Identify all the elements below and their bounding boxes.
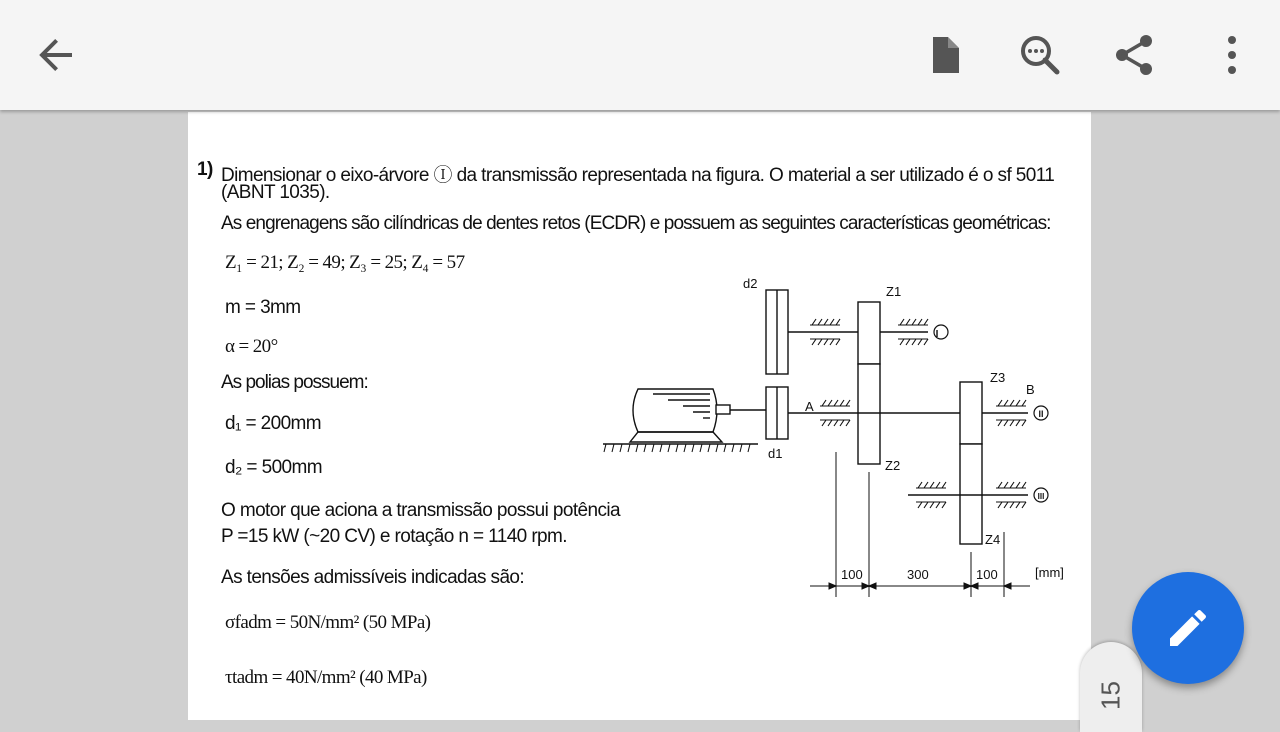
document-page[interactable] bbox=[188, 112, 1091, 720]
question-number: 1) bbox=[197, 159, 213, 180]
label-shaft-3: III bbox=[1037, 492, 1045, 501]
label-z2: Z2 bbox=[885, 458, 901, 473]
label-z4: Z4 bbox=[985, 532, 1001, 547]
edit-pencil-icon bbox=[1164, 604, 1212, 652]
edit-fab-button[interactable] bbox=[1132, 572, 1244, 684]
label-d2: d2 bbox=[743, 276, 758, 291]
motor-description-line-1: O motor que aciona a transmissão possui potência bbox=[221, 500, 620, 521]
gear-z2 bbox=[858, 364, 880, 464]
pressure-angle-value: α = 20° bbox=[225, 336, 278, 357]
label-shaft-1: I bbox=[935, 329, 939, 340]
label-shaft-2: II bbox=[1038, 409, 1044, 419]
module-value: m = 3mm bbox=[225, 297, 301, 318]
document-icon[interactable] bbox=[921, 31, 969, 79]
pulley-d2-value: d₂ = 500mm bbox=[225, 457, 322, 478]
zoom-search-icon[interactable] bbox=[1016, 31, 1064, 79]
pulleys-intro: As polias possuem: bbox=[221, 372, 368, 393]
dim-100-right: 100 bbox=[976, 567, 998, 582]
share-icon[interactable] bbox=[1110, 31, 1158, 79]
app-toolbar bbox=[0, 0, 1280, 110]
dim-unit: [mm] bbox=[1035, 565, 1064, 580]
label-z3: Z3 bbox=[990, 370, 1006, 385]
pulley-d1-value: d₁ = 200mm bbox=[225, 413, 321, 434]
motor-drawing bbox=[603, 389, 766, 452]
motor-description-line-2: P =15 kW (~20 CV) e rotação n = 1140 rpm. bbox=[221, 526, 567, 547]
label-z1: Z1 bbox=[886, 284, 902, 299]
label-a: A bbox=[805, 399, 814, 414]
gear-teeth-values: Z₁ = 21; Z₂ = 49; Z₃ = 25; Z₄ = 57 bbox=[225, 252, 465, 273]
dim-100-left: 100 bbox=[841, 567, 863, 582]
dim-300: 300 bbox=[907, 567, 929, 582]
label-d1: d1 bbox=[768, 446, 783, 461]
question-line-2: (ABNT 1035). bbox=[221, 182, 330, 203]
page-number: 15 bbox=[1095, 681, 1126, 710]
more-vert-icon[interactable] bbox=[1208, 31, 1256, 79]
tau-allowable: τtadm = 40N/mm² (40 MPa) bbox=[225, 667, 427, 688]
page-indicator[interactable] bbox=[1080, 642, 1142, 732]
gear-z4 bbox=[960, 444, 982, 544]
question-line-1: Dimensionar o eixo-árvore Ⓘ da transmissão representada na figura. O material a ser utilizado é o sf 5011 bbox=[221, 165, 1055, 186]
sigma-allowable: σfadm = 50N/mm² (50 MPa) bbox=[225, 612, 431, 633]
gears-description: As engrenagens são cilíndricas de dentes retos (ECDR) e possuem as seguintes características geométricas: bbox=[221, 213, 1051, 234]
gear-z1 bbox=[858, 302, 880, 364]
arrow-back-icon[interactable] bbox=[32, 31, 80, 79]
gear-z3 bbox=[960, 382, 982, 444]
transmission-diagram bbox=[598, 272, 1078, 607]
stress-intro: As tensões admissíveis indicadas são: bbox=[221, 567, 525, 588]
label-b: B bbox=[1026, 382, 1035, 397]
